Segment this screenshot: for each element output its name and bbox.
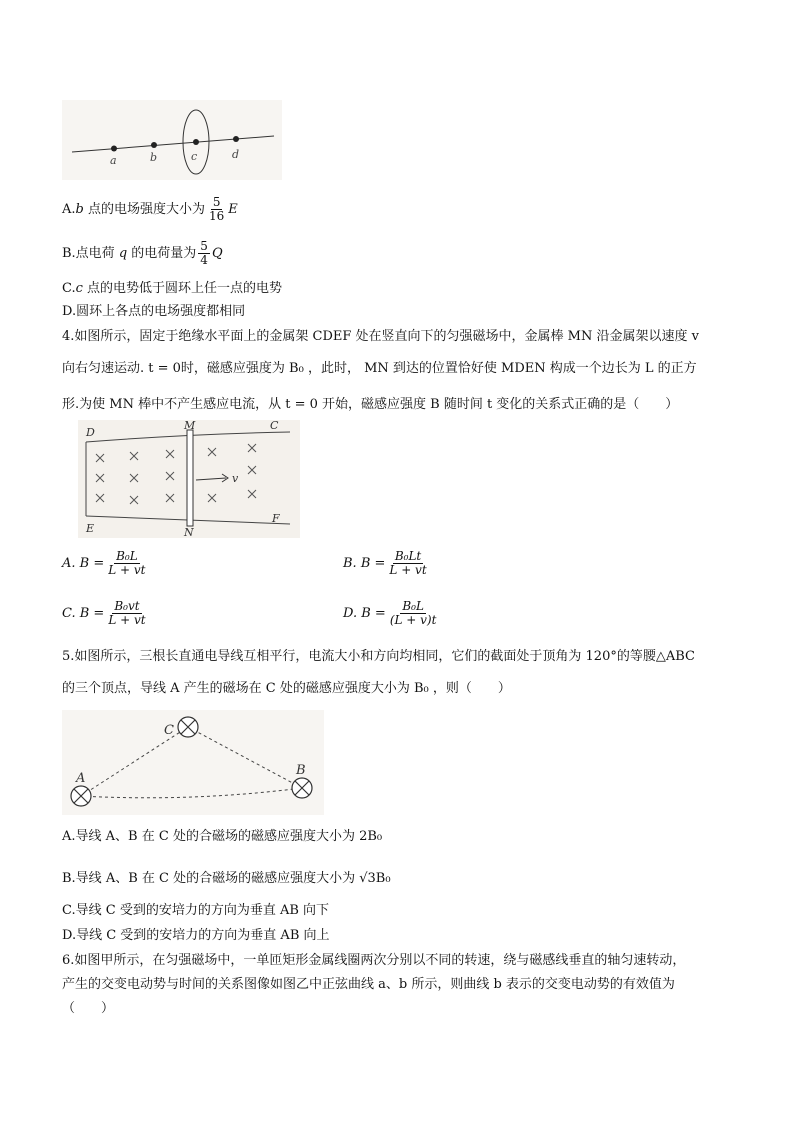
fig2-label-e: E [86, 522, 95, 535]
fraction: $\frac{\text{B₀L}}{L + vt}$ [108, 549, 146, 577]
q4-stem-line3: 形.为使 MN 棒中不产生感应电流，从 t = 0 开始，磁感应强度 B 随时间 t 变化的关系式正确的是（ ） [62, 397, 679, 412]
q4-option-d: D. B = $\frac{\text{B₀L}}{(L + v)t}$ [343, 599, 437, 627]
figure-metal-frame [78, 420, 300, 538]
fig3-label-a: A [76, 771, 86, 786]
fig1-label-a: a [110, 154, 117, 167]
q5-option-b: B.导线 A、B 在 C 处的合磁场的磁感应强度大小为 √3B₀ [62, 871, 391, 886]
wire-a-icon [71, 786, 91, 806]
fraction: $\frac{\text{B₀vt}}{L + vt}$ [108, 599, 146, 627]
fig2-label-d: D [86, 426, 95, 439]
q6-stem-line1: 6.如图甲所示，在匀强磁场中，一单匝矩形金属线圈两次分别以不同的转速，绕与磁感线垂直的轴匀速转动， [62, 953, 686, 968]
q6-stem-line3: （ ） [62, 1001, 115, 1016]
fraction: $\frac{5}{16}$ [209, 195, 225, 223]
q4-stem-line1: 4.如图所示，固定于绝缘水平面上的金属架 CDEF 处在竖直向下的匀强磁场中，金属棒 MN 沿金属架以速度 v [62, 329, 699, 344]
figure-three-wires [62, 710, 324, 815]
fig1-label-d: d [232, 148, 240, 161]
fig2-label-v: v [232, 472, 239, 485]
q5-stem-line1: 5.如图所示，三根长直通电导线互相平行，电流大小和方向均相同，它们的截面处于顶角为 120°的等腰△ABC [62, 649, 695, 664]
fig3-label-b: B [296, 763, 306, 778]
fig1-label-c: c [191, 150, 198, 163]
q5-stem-line2: 的三个顶点，导线 A 产生的磁场在 C 处的磁感应强度大小为 B₀ ，则（ ） [62, 681, 511, 696]
q5-option-c: C.导线 C 受到的安培力的方向为垂直 AB 向下 [62, 903, 330, 918]
fig2-label-n: N [184, 526, 194, 538]
q3-option-d: D.圆环上各点的电场强度都相同 [62, 304, 246, 319]
wire-c-icon [178, 717, 198, 737]
fig2-label-c: C [270, 420, 279, 432]
q4-option-c: C. B = $\frac{\text{B₀vt}}{L + vt}$ [62, 599, 146, 627]
q4-option-a: A. B = $\frac{\text{B₀L}}{L + vt}$ [62, 549, 146, 577]
fig1-label-b: b [150, 151, 158, 164]
q5-option-d: D.导线 C 受到的安培力的方向为垂直 AB 向上 [62, 928, 330, 943]
q3-option-b: B.点电荷 q 的电荷量为 $\frac{5}{4}$ Q [62, 239, 223, 267]
q3-option-a: A.b 点的电场强度大小为 $\frac{5}{16}$ E [62, 195, 238, 223]
wire-b-icon [292, 778, 312, 798]
q6-stem-line2: 产生的交变电动势与时间的关系图像如图乙中正弦曲线 a、b 所示，则曲线 b 表示的交变电动势的有效值为 [62, 977, 675, 992]
q4-option-b: B. B = $\frac{\text{B₀Lt}}{L + vt}$ [343, 549, 427, 577]
fig3-label-c: C [164, 723, 174, 738]
fig2-label-f: F [272, 512, 280, 525]
fraction: $\frac{\text{B₀Lt}}{L + vt}$ [389, 549, 427, 577]
fraction: $\frac{5}{4}$ [200, 239, 208, 267]
q5-option-a: A.导线 A、B 在 C 处的合磁场的磁感应强度大小为 2B₀ [62, 829, 383, 844]
q3-option-c: C.c 点的电势低于圆环上任一点的电势 [62, 281, 283, 296]
figure-point-charge-ring [62, 100, 282, 180]
q4-stem-line2: 向右匀速运动. t = 0时，磁感应强度为 B₀ ，此时， MN 到达的位置恰好使 MDEN 构成一个边长为 L 的正方 [62, 361, 697, 376]
fraction: $\frac{\text{B₀L}}{(L + v)t}$ [389, 599, 437, 627]
fig2-label-m: M [184, 420, 196, 432]
